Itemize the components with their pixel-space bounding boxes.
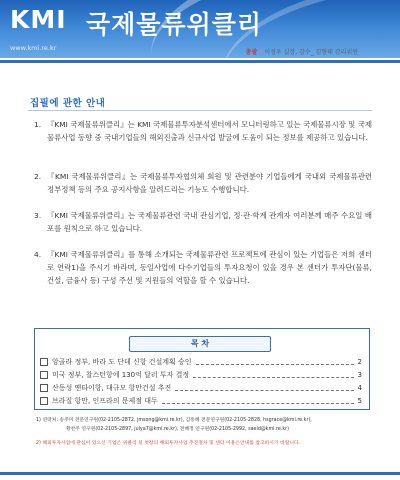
toc-leader (196, 359, 354, 365)
toc-leader (162, 398, 354, 404)
toc-entry-label: 앙골라 정부, 바라 도 단데 신항 건설계획 승인 (52, 357, 192, 366)
header-rule (0, 60, 400, 63)
notice-item (34, 118, 372, 144)
publication-title: 국제물류위클리 (86, 10, 263, 39)
toc-entry[interactable] (40, 395, 362, 406)
toc-entry-label: 산동성 옌타이항, 대규모 항만건설 추진 (52, 383, 172, 392)
issuer-people: 이성우 실장, 감수_ 김형태 감리위원 (264, 49, 358, 56)
toc-entry-label: 미국 정부, 찰스턴항에 130억 달러 투자 결정 (52, 370, 190, 379)
toc-page-number: 4 (357, 383, 362, 392)
toc-leader (175, 385, 353, 391)
notice-item (34, 248, 372, 288)
toc-entry[interactable] (40, 369, 362, 380)
footnote-contact-line-2: 황찬주 연구원(02-2105-2897, julya7@kmi.re.kr), 전혜정 연구원(02-2105-2992, saeid@kmi.re.kr) (66, 427, 289, 432)
issuer-divider (260, 50, 261, 56)
square-bullet-icon (40, 397, 48, 405)
square-bullet-icon (40, 384, 48, 392)
notice-number: 3. (34, 211, 42, 220)
notice-text: 『KMI 국제물류위클리』는 국제물류관련 국내 관심기업, 정·관·학계 관계자 여러분께 매주 수요일 배포를 원칙으로 하고 있습니다. (47, 211, 372, 234)
toc-entry[interactable] (40, 382, 362, 393)
brand-logo: KMI (10, 5, 67, 34)
notice-number: 1. (34, 120, 42, 129)
toc-page-number: 3 (357, 370, 362, 379)
toc-page-number: 2 (357, 357, 362, 366)
issuer-line (246, 47, 358, 56)
site-url[interactable]: www.kmi.re.kr (10, 44, 57, 52)
toc-title: 목 차 (129, 336, 271, 352)
notice-text: 『KMI 국제물류위클리』는 KMI 국제물류투자분석센터에서 모니터링하고 있는 국제물류시장 및 국제물류사업 동향 중 국내기업들의 해외진출과 신규사업 발굴에 도움이 되는 정보를 제공하고 있습니다. (47, 120, 372, 143)
page-title-rule (28, 110, 372, 111)
footnote-contact-line-1: 1) 연락처: 송주미 전문연구원(02-2105-2872, jmsong@kmi.re.kr), 김흥혜 전문연구원(02-2105-2828, hsgrace@kmi.re.kr), (36, 418, 312, 423)
notice-number: 4. (34, 250, 42, 259)
toc-entry-label: 브라질 항만, 인프라의 문제점 대두 (52, 396, 158, 405)
square-bullet-icon (40, 358, 48, 366)
page-title: 집필에 관한 안내 (30, 98, 106, 109)
notice-text: 『KMI 국제물류위클리』를 통해 소개되는 국제물류관련 프로젝트에 관심이 있는 기업들은 저희 센터로 연락1)을 주시기 바라며, 동일사업에 다수기업들의 투자요청이 있을 경우 본 센터가 투자단(물류, 건설, 금융사 등) 구성 주선 및 지원들의 역할을 할 수 있습니다. (47, 250, 372, 286)
notice-item (34, 209, 372, 235)
toc-leader (193, 372, 353, 378)
notice-text: 『KMI 국제물류위클리』는 국제물류투자협의체 회원 및 관련분야 기업들에게 국내외 국제물류관련 정부정책 등의 주요 공지사항을 알려드리는 기능도 수행합니다. (47, 172, 372, 195)
toc-entry[interactable] (40, 356, 362, 367)
issuer-label: 총괄 (245, 49, 258, 56)
notice-number: 2. (34, 172, 42, 181)
square-bullet-icon (40, 371, 48, 379)
footer-rule (0, 472, 400, 475)
notice-item (34, 170, 372, 196)
toc-page-number: 5 (357, 396, 362, 405)
footnote-note: 2) 해외투자사업에 관심이 있으신 기업은 위클리 뒷 첫장의 해외투자사업 추진절차 및 센터 이용은안내를 참고하시기 바랍니다. (36, 441, 301, 446)
